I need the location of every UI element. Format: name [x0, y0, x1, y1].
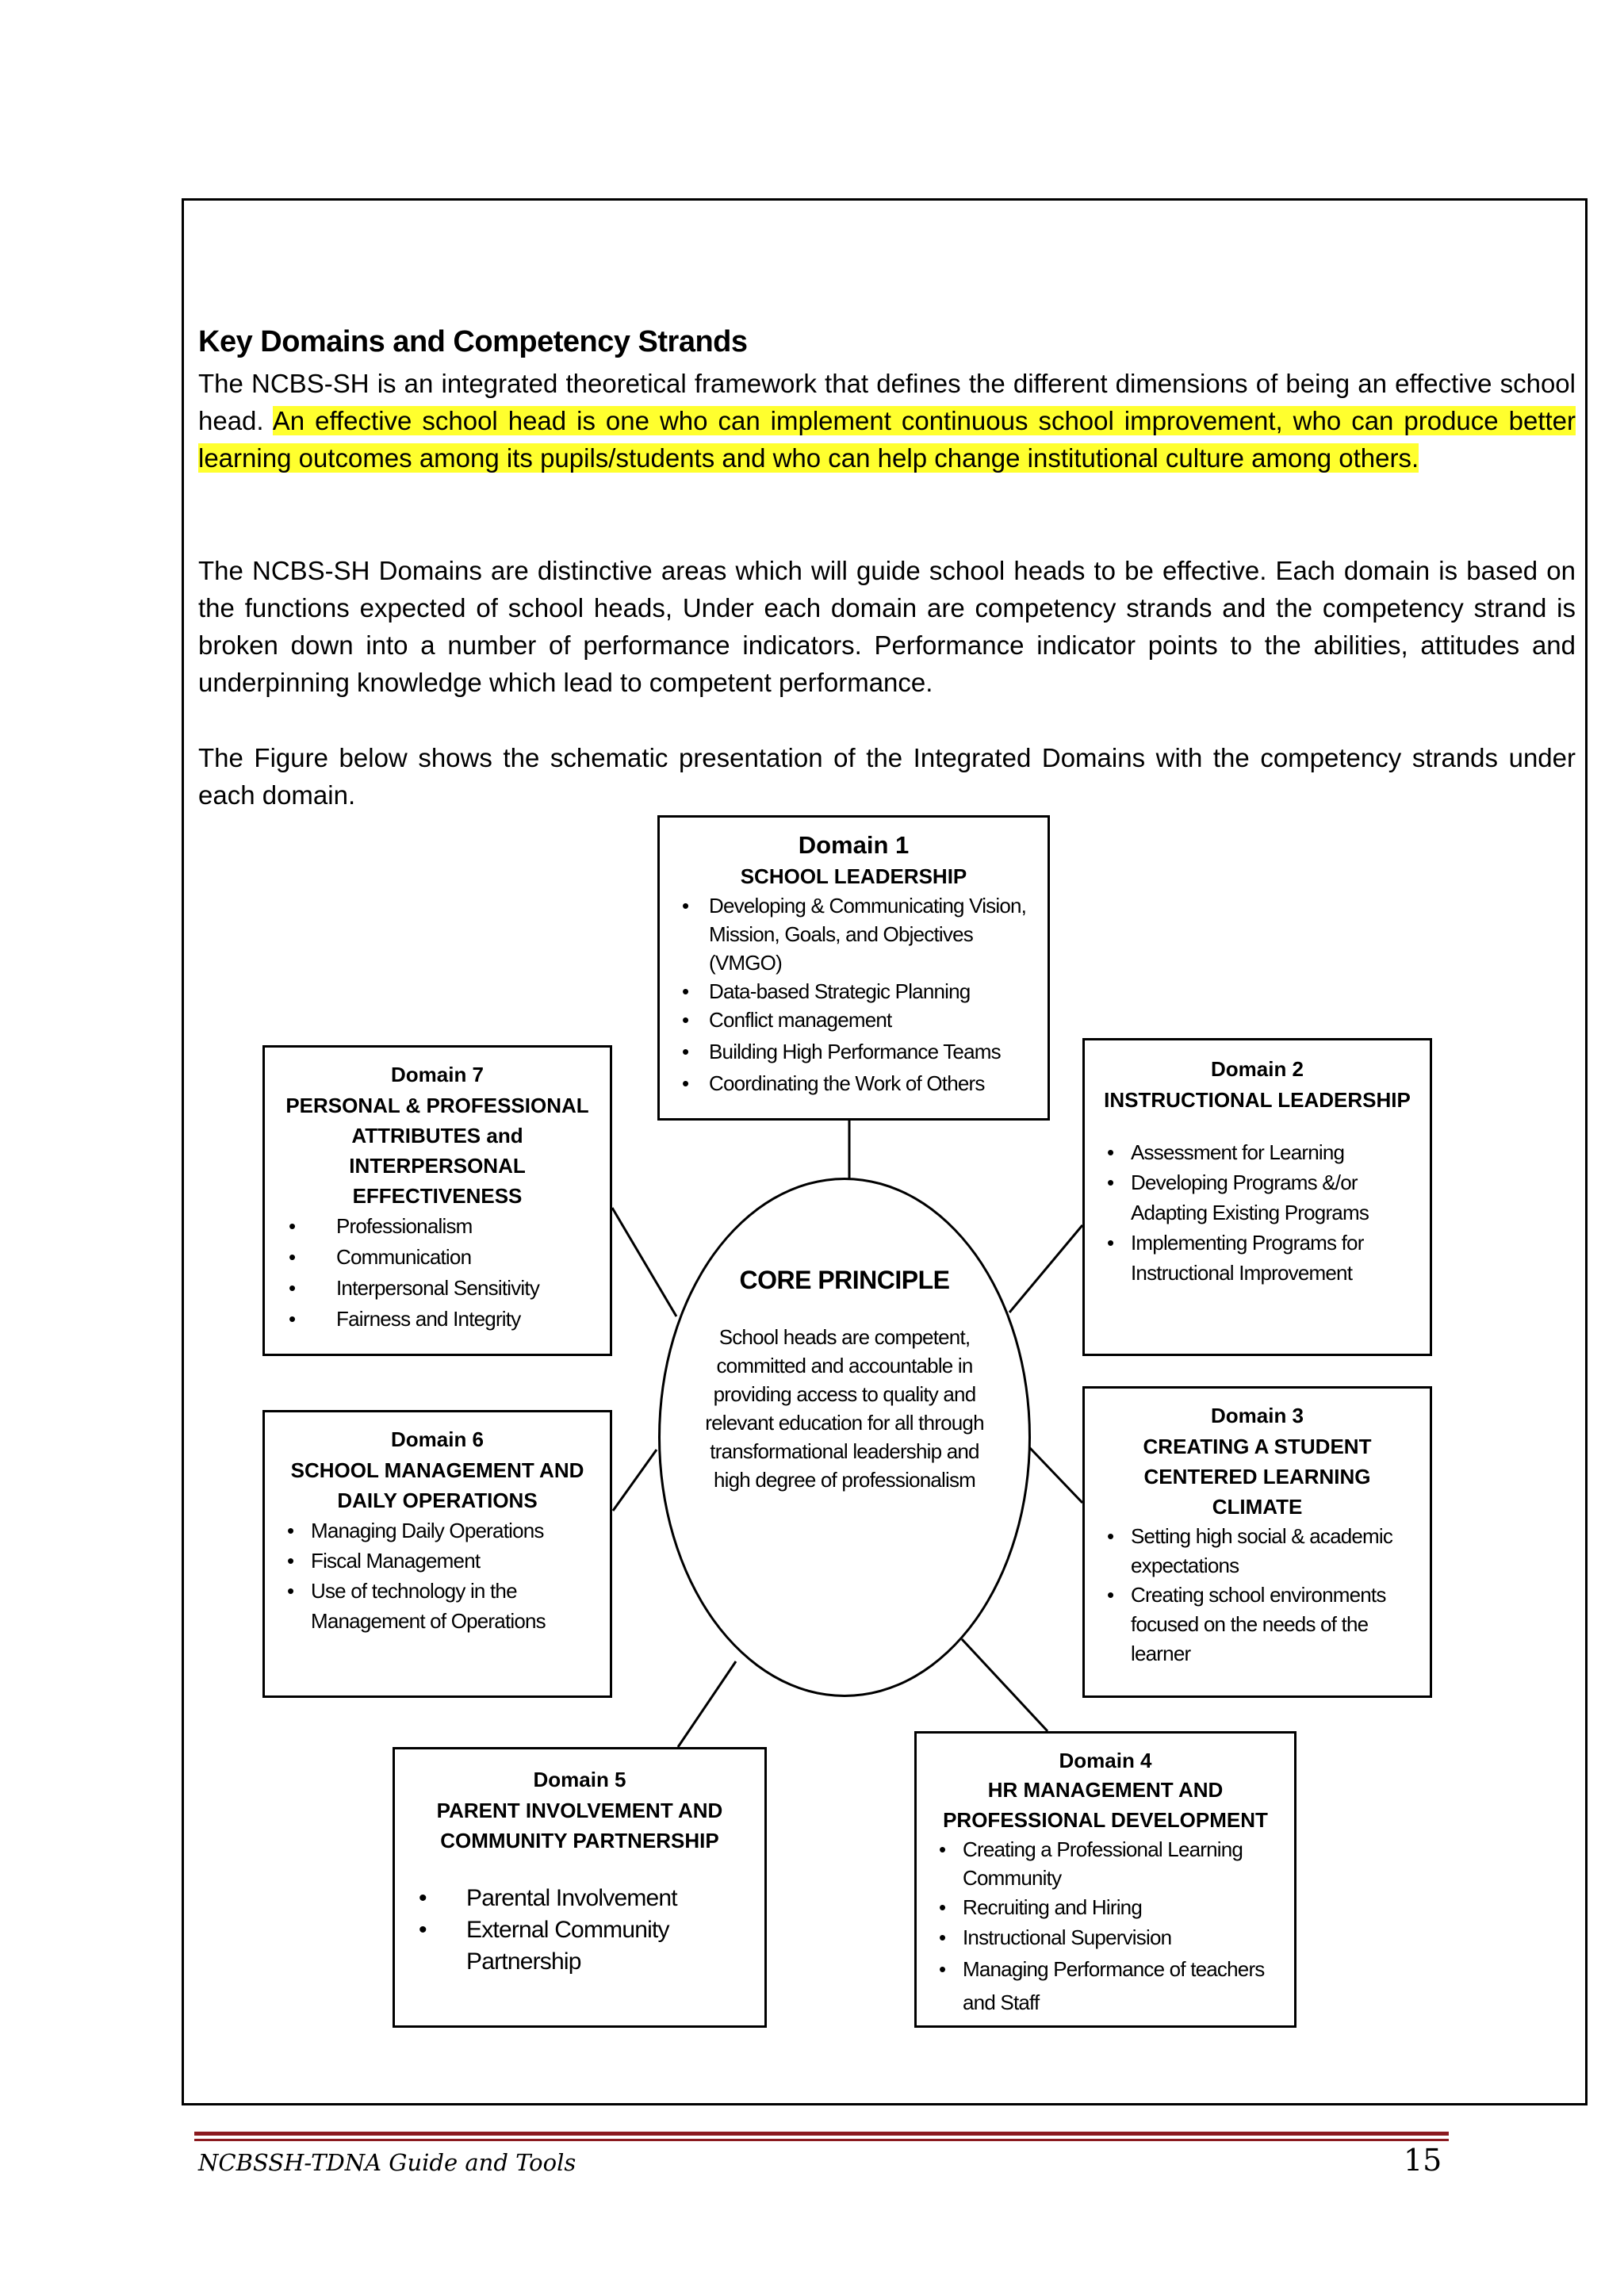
domains-paragraph: The NCBS-SH Domains are distinctive areas which will guide school heads to be effective. Each domain is based on the functions expected of school heads, Under each domain are competency strands and the competency strand is broken down into a number of performance indicators. Performance indicator points to the abilities, attitudes and underpinning knowledge which lead to competent performance.: [198, 556, 1576, 697]
core-principle-title: CORE PRINCIPLE: [739, 1266, 950, 1294]
highlighted-text: An effective school head is one who can implement continuous school improvement, who can produce better learning outcomes among its pupils/students and who can help change institutional culture among others.: [198, 406, 1576, 473]
bullet-icon: •: [289, 1276, 296, 1300]
bullet-icon: •: [682, 1008, 689, 1032]
domain-1-number: Domain 1: [798, 831, 910, 859]
domain-1-title: SCHOOL LEADERSHIP: [740, 864, 967, 888]
domain-3-box: [1082, 1386, 1432, 1698]
domain-7-list: [265, 1211, 610, 1335]
domain-4-title: PROFESSIONAL DEVELOPMENT: [943, 1808, 1268, 1832]
domain-7-item: • Interpersonal Sensitivity: [336, 1273, 610, 1304]
domain-4-title: HR MANAGEMENT AND: [987, 1778, 1224, 1802]
bullet-icon: •: [1107, 1524, 1114, 1548]
domain-3-list: [1085, 1522, 1430, 1669]
page-number: 15: [1404, 2143, 1442, 2178]
bullet-icon: •: [419, 1917, 427, 1943]
bullet-icon: •: [682, 1071, 689, 1095]
domain-5-title: COMMUNITY PARTNERSHIP: [440, 1829, 719, 1852]
bullet-icon: •: [289, 1214, 296, 1238]
bullet-icon: •: [419, 1885, 427, 1911]
domain-4-item: • Instructional Supervision: [963, 1922, 1283, 1952]
bullet-icon: •: [1107, 1231, 1114, 1255]
core-principle-text: School heads are competent, committed and accountable in providing access to quality and relevant education for all through transformational leadership and high degree of professionalism: [705, 1325, 984, 1492]
domain-6-item: • Managing Daily Operations: [311, 1515, 602, 1546]
bullet-icon: •: [287, 1549, 294, 1573]
domain-4-box: [914, 1731, 1297, 2028]
bullet-icon: •: [939, 1957, 946, 1981]
domain-1-item: • Data-based Strategic Planning: [709, 977, 1048, 1006]
domain-7-item: • Professionalism: [336, 1211, 610, 1242]
domain-3-number: Domain 3: [1210, 1404, 1304, 1427]
domain-2-number: Domain 2: [1210, 1057, 1304, 1081]
bullet-icon: •: [939, 1925, 946, 1949]
domain-2-list: [1085, 1137, 1430, 1288]
bullet-icon: •: [287, 1579, 294, 1603]
footer-rule-thin: [194, 2139, 1449, 2141]
domain-4-list: [917, 1835, 1294, 2019]
section-heading: Key Domains and Competency Strands: [198, 325, 748, 358]
domain-4-item: • Creating a Professional Learning Community: [963, 1835, 1283, 1892]
connector-d6: [613, 1450, 657, 1511]
domain-2-item: • Implementing Programs for Instructional Improvement: [1131, 1228, 1423, 1288]
core-principle-oval: [658, 1178, 1031, 1697]
domain-1-item: • Conflict management: [709, 1006, 1048, 1034]
bullet-icon: •: [287, 1519, 294, 1542]
domain-7-number: Domain 7: [390, 1063, 485, 1086]
bullet-icon: •: [682, 979, 689, 1003]
figure-intro-paragraph: The Figure below shows the schematic presentation of the Integrated Domains with the competency strands under each domain.: [198, 743, 1576, 810]
domain-5-item: • Parental Involvement: [466, 1883, 733, 1914]
domain-3-item: • Setting high social & academic expectations: [1131, 1522, 1422, 1580]
bullet-icon: •: [289, 1307, 296, 1331]
connector-d7: [612, 1208, 676, 1316]
intro-text: The NCBS-SH is an integrated theoretical framework that defines the different dimensions of being an effective school head.: [198, 369, 1576, 435]
domain-3-title: CENTERED LEARNING: [1143, 1465, 1371, 1488]
domain-6-number: Domain 6: [390, 1427, 485, 1451]
bullet-icon: •: [1107, 1140, 1114, 1164]
domain-7-box: [262, 1045, 612, 1356]
domain-2-title: INSTRUCTIONAL LEADERSHIP: [1104, 1088, 1411, 1112]
domain-7-title: PERSONAL & PROFESSIONAL: [285, 1094, 589, 1117]
domain-7-item: • Fairness and Integrity: [336, 1304, 610, 1335]
connector-d4: [962, 1639, 1048, 1731]
domain-5-item: • External Community Partnership: [466, 1914, 733, 1978]
domain-3-item: • Creating school environments focused on the needs of the learner: [1131, 1580, 1422, 1669]
domain-2-item: • Assessment for Learning: [1131, 1137, 1423, 1167]
domain-1-list: [660, 891, 1048, 1098]
domain-3-title: CREATING A STUDENT: [1143, 1435, 1372, 1458]
bullet-icon: •: [682, 894, 689, 918]
domain-5-number: Domain 5: [533, 1768, 626, 1791]
domain-2-box: [1082, 1038, 1432, 1356]
domain-7-title: INTERPERSONAL: [349, 1154, 526, 1178]
bullet-icon: •: [939, 1895, 946, 1919]
footer-rule: [194, 2132, 1449, 2136]
domain-5-title: PARENT INVOLVEMENT AND: [436, 1799, 723, 1822]
bullet-icon: •: [939, 1837, 946, 1861]
domain-4-item: • Recruiting and Hiring: [963, 1892, 1283, 1922]
domain-6-item: • Fiscal Management: [311, 1546, 602, 1576]
domain-1-item: • Coordinating the Work of Others: [709, 1069, 1048, 1098]
domain-6-list: [265, 1515, 610, 1636]
domain-5-box: [393, 1747, 767, 2028]
domain-1-item: • Developing & Communicating Vision, Mission, Goals, and Objectives (VMGO): [709, 891, 1048, 977]
domain-2-item: • Developing Programs &/or Adapting Existing Programs: [1131, 1167, 1423, 1228]
footer-document-title: NCBSSH-TDNA Guide and Tools: [198, 2149, 576, 2176]
domain-5-list: [395, 1883, 764, 1978]
domain-6-title: SCHOOL MANAGEMENT AND: [290, 1458, 584, 1482]
bullet-icon: •: [1107, 1583, 1114, 1607]
bullet-icon: •: [682, 1040, 689, 1063]
domain-4-item: • Managing Performance of teachers and Staff: [963, 1952, 1283, 2019]
domain-1-box: [657, 815, 1050, 1121]
domain-1-item: • Building High Performance Teams: [709, 1037, 1048, 1066]
domain-6-title: DAILY OPERATIONS: [337, 1488, 538, 1512]
domain-6-box: [262, 1410, 612, 1698]
bullet-icon: •: [1107, 1170, 1114, 1194]
connector-d3: [1029, 1447, 1082, 1503]
domain-6-item: • Use of technology in the Management of Operations: [311, 1576, 602, 1636]
domain-7-title: ATTRIBUTES and: [351, 1124, 523, 1148]
domain-7-title: EFFECTIVENESS: [352, 1184, 523, 1208]
domain-4-number: Domain 4: [1059, 1749, 1152, 1772]
domain-3-title: CLIMATE: [1212, 1495, 1303, 1519]
domain-7-item: • Communication: [336, 1242, 610, 1273]
connector-d5: [678, 1661, 736, 1747]
bullet-icon: •: [289, 1245, 296, 1269]
